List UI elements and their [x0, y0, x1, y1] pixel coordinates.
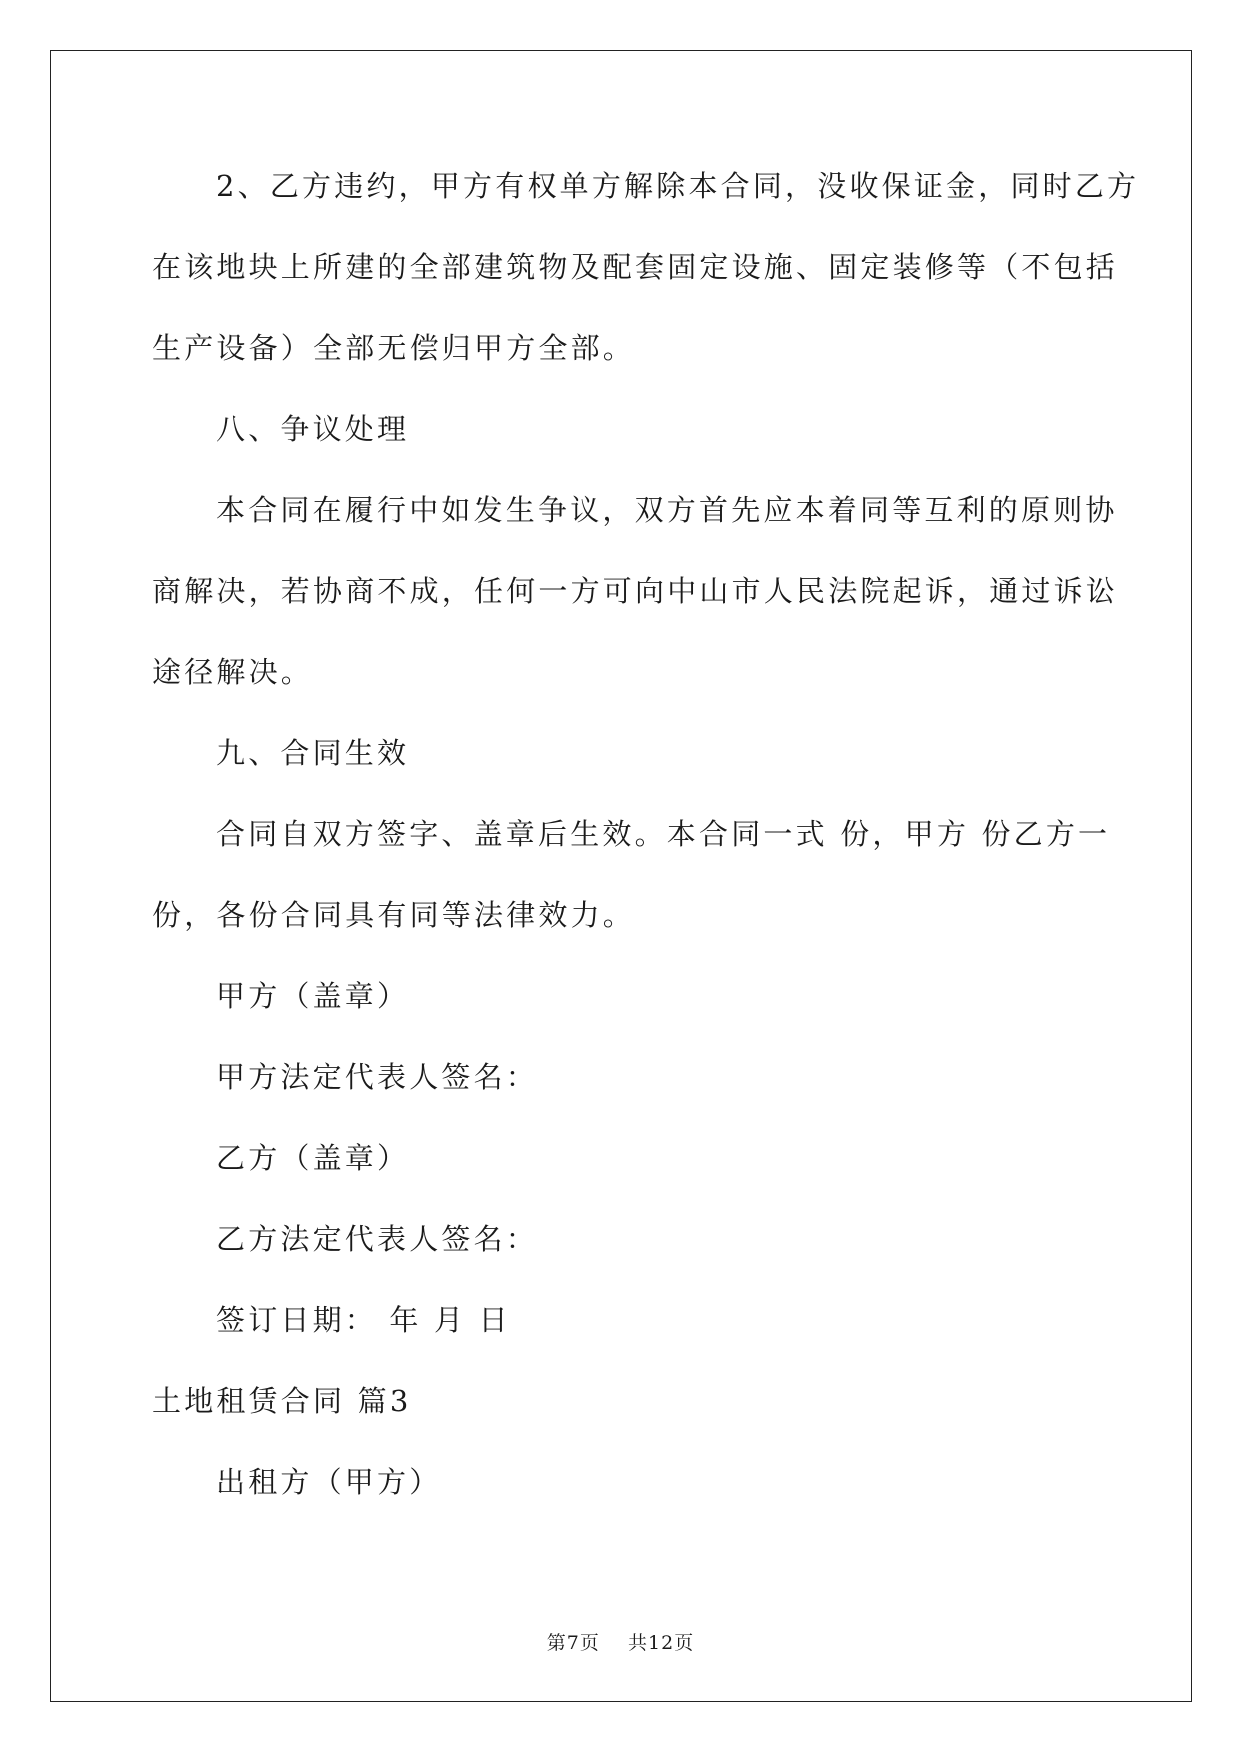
section-heading: 九、合同生效	[216, 736, 410, 770]
page-footer	[0, 1631, 1241, 1655]
paragraph-line: 2、乙方违约，甲方有权单方解除本合同，没收保证金，同时乙方	[216, 169, 1140, 203]
total-pages: 共12页	[628, 1632, 695, 1654]
signature-line-party-a-rep: 甲方法定代表人签名：	[216, 1060, 539, 1094]
signature-line-party-b-rep: 乙方法定代表人签名：	[216, 1222, 539, 1256]
page-number: 第7页	[546, 1632, 600, 1654]
paragraph-line: 本合同在履行中如发生争议，双方首先应本着同等互利的原则协	[216, 493, 1118, 527]
contract-title: 土地租赁合同 篇3	[152, 1384, 412, 1418]
paragraph-line: 在该地块上所建的全部建筑物及配套固定设施、固定装修等（不包括	[152, 250, 1119, 284]
paragraph-line: 合同自双方签字、盖章后生效。本合同一式 份，甲方 份乙方一	[216, 817, 1111, 851]
signature-line-party-b-seal: 乙方（盖章）	[216, 1141, 410, 1175]
signing-date-line: 签订日期： 年 月 日	[216, 1303, 511, 1337]
signature-line-party-a-seal: 甲方（盖章）	[216, 979, 410, 1013]
lessor-line: 出租方（甲方）	[216, 1465, 442, 1499]
section-heading: 八、争议处理	[216, 412, 410, 446]
page-border	[50, 50, 1192, 1702]
paragraph-line: 生产设备）全部无偿归甲方全部。	[152, 331, 636, 365]
paragraph-line: 份，各份合同具有同等法律效力。	[152, 898, 636, 932]
paragraph-line: 途径解决。	[152, 655, 314, 689]
paragraph-line: 商解决，若协商不成，任何一方可向中山市人民法院起诉，通过诉讼	[152, 574, 1119, 608]
